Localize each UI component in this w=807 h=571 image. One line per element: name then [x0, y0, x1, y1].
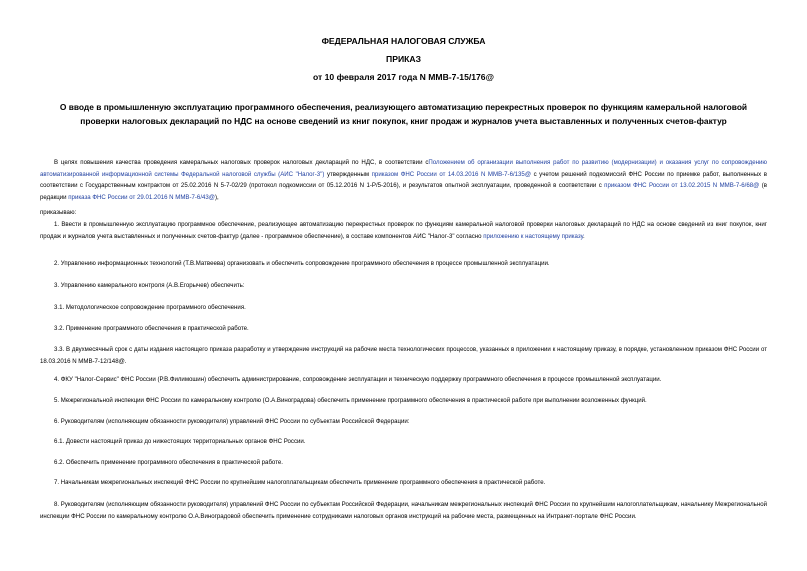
link-order-2016-edit[interactable]: приказа ФНС России от 29.01.2016 N ММВ-7-6/43@ — [68, 193, 215, 201]
preamble-paragraph — [40, 157, 767, 203]
item-1-text: 1. Ввести в промышленную эксплуатацию программное обеспечение, реализующее автоматизацию перекрестных проверок по функциям камеральной налоговой проверки налоговых деклараций по НДС на основе сведений из книг покупок, книг продаж и журналов учета выставленных и полученных счетов-фактур (далее - программное обеспечение), в составе компонентов АИС "Налог-3" согласно — [40, 221, 767, 240]
link-order-2015[interactable]: приказом ФНС России от 13.02.2015 N ММВ-7-6/68@ — [604, 182, 760, 189]
item-3-3: 3.3. В двухмесячный срок с даты издания настоящего приказа разработку и утверждение инструкций на рабочие места технологических процессов, указанных в приложении к настоящему приказу, в порядке, установленном приказом ФНС России от 18.03.2016 N ММВ-7-12/148@. — [40, 346, 767, 365]
link-appendix[interactable]: приложению к настоящему приказу — [483, 232, 584, 240]
preamble-text-2: утвержденным — [324, 170, 372, 178]
item-2: 2. Управлению информационных технологий (Т.В.Матвеева) организовать и обеспечить сопровождение программного обеспечения в процессе промышленной эксплуатации. — [54, 260, 550, 267]
link-order-2016[interactable]: приказом ФНС России от 14.03.2016 N ММВ-7-6/135@ — [371, 170, 532, 178]
preamble-text-1: В целях повышения качества проведения камеральных налоговых проверок налоговых деклараций по НДС, в соответствии с — [54, 159, 429, 166]
item-7: 7. Начальникам межрегиональных инспекций ФНС России по крупнейшим налогоплательщикам обеспечить применение программного обеспечения в практической работе. — [54, 479, 546, 486]
item-3: 3. Управлению камерального контроля (А.В.Егорычев) обеспечить: — [54, 282, 245, 289]
document-date-number: от 10 февраля 2017 года N ММВ-7-15/176@ — [313, 72, 494, 82]
preamble-text-4: (в редакции — [40, 182, 767, 201]
item-1 — [40, 219, 767, 242]
item-8: 8. Руководителям (исполняющим обязанности руководителя) управлений ФНС России по субъектам Российской Федерации, начальникам межрегиональных инспекций ФНС России по крупнейшим налогоплательщикам, начальнику Межрегиональной инспекции ФНС России по камеральному контролю О.А.Виноградовой обеспечить применение сотрудниками налоговых органов инструкций на рабочие места, размещенных на Интранет-портале ФНС России. — [40, 501, 767, 520]
item-5: 5. Межрегиональной инспекции ФНС России по камеральному контролю (О.А.Виноградова) обеспечить применение программного обеспечения в практической работе при выполнении возложенных функций. — [54, 397, 647, 404]
preamble-text-5: ), — [214, 193, 219, 201]
item-3-2: 3.2. Применение программного обеспечения в практической работе. — [54, 325, 249, 332]
preamble-text-3: с учетом решений подкомиссий ФНС России по приемке работ, выполненных в соответствии с Государственным контрактом от 25.02.2016 N 5-7-02/29 (протокол подкомиссии от 05.12.2016 N 1-Р/5-2016), и результатов опытной эксплуатации, проведенной в соответствии с — [40, 170, 767, 189]
prikazyvayu-line: приказываю: — [40, 209, 77, 216]
item-6-2: 6.2. Обеспечить применение программного обеспечения в практической работе. — [54, 459, 283, 466]
item-4: 4. ФКУ "Налог-Сервис" ФНС России (Р.В.Филимошин) обеспечить администрирование, сопровождение эксплуатации и техническую поддержку программного обеспечения в процессе промышленной эксплуатации. — [54, 376, 662, 383]
item-6: 6. Руководителям (исполняющим обязанности руководителя) управлений ФНС России по субъектам Российской Федерации: — [54, 418, 410, 425]
item-1-end: . — [583, 232, 585, 240]
document-type: ПРИКАЗ — [386, 54, 421, 64]
agency-name: ФЕДЕРАЛЬНАЯ НАЛОГОВАЯ СЛУЖБА — [321, 36, 486, 46]
link-polozhenie[interactable]: Положением об организации выполнения работ по развитию (модернизации) и оказания услуг по сопровождению автоматизированной информационной системы Федеральной налоговой службы (АИС "Налог-3") — [40, 159, 767, 178]
item-3-1: 3.1. Методологическое сопровождение программного обеспечения. — [54, 304, 246, 311]
document-title: О вводе в промышленную эксплуатацию программного обеспечения, реализующего автоматизацию перекрестных проверок по функциям камеральной налоговой проверки налоговых деклараций по НДС на основе сведений из книг покупок, книг продаж и журналов учета выставленных и полученных счетов-фактур — [59, 102, 748, 126]
item-6-1: 6.1. Довести настоящий приказ до нижестоящих территориальных органов ФНС России. — [54, 438, 306, 445]
